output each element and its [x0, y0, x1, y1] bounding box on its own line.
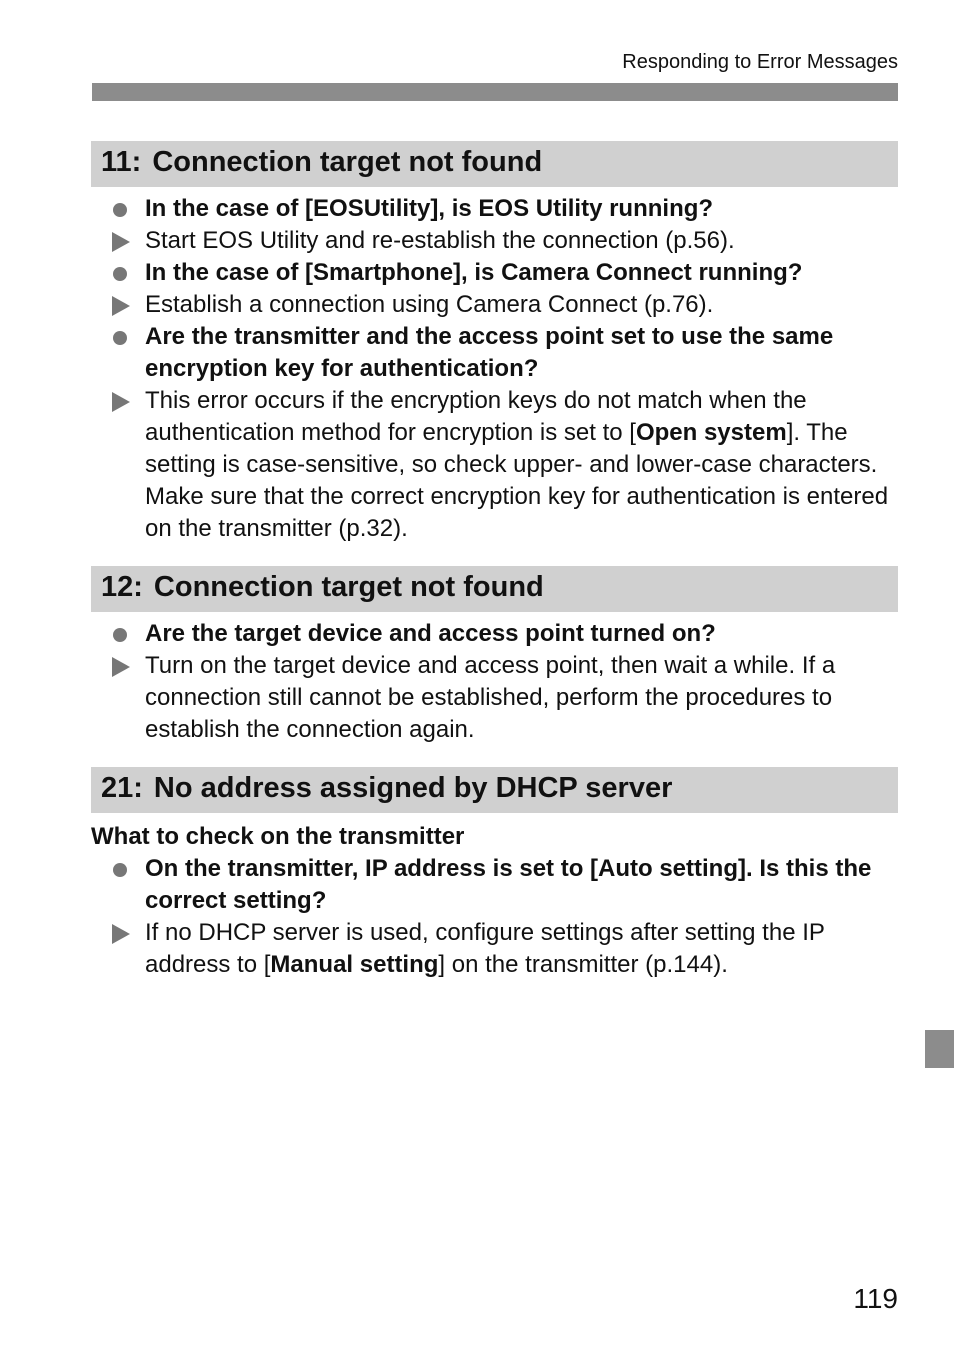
check-answer — [91, 385, 898, 545]
section-error-12 — [91, 566, 898, 746]
running-head: Responding to Error Messages — [622, 51, 898, 73]
answer-text-end: ] on the transmitter (p.144). — [438, 951, 728, 978]
bullet-dot-icon — [110, 321, 132, 353]
error-title: Connection target not found — [152, 146, 543, 178]
section-heading — [91, 141, 898, 187]
answer-text-start: If no DHCP server is used, configure settings after setting the IP address to [ — [145, 919, 825, 978]
section-error-11 — [91, 141, 898, 545]
header-rule — [92, 83, 898, 101]
question-text: In the case of [EOSUtility], is EOS Utility running? — [145, 195, 714, 222]
answer-text: Start EOS Utility and re-establish the connection (p.56). — [145, 227, 735, 254]
check-answer — [91, 917, 898, 981]
check-answer — [91, 225, 898, 257]
section-heading — [91, 566, 898, 612]
question-text: Are the transmitter and the access point set to use the same encryption key for authentication? — [145, 323, 834, 382]
question-text: On the transmitter, IP address is set to [Auto setting]. Is this the correct setting? — [145, 855, 872, 914]
check-question — [91, 853, 898, 917]
setting-name-manual-setting: Manual setting — [270, 951, 439, 978]
answer-text-end: ]. The setting is case-sensitive, so check upper- and lower-case characters. Make sure that the correct encryption key for authentication is entered on the transmitter (p.32). — [145, 419, 889, 542]
check-list — [91, 612, 898, 746]
error-code: 11: — [101, 146, 142, 178]
page-number: 119 — [853, 1283, 898, 1314]
bullet-dot-icon — [110, 618, 132, 650]
subheading: What to check on the transmitter — [91, 823, 465, 850]
setting-name-open-system: Open system — [635, 419, 787, 446]
check-answer — [91, 289, 898, 321]
bullet-dot-icon — [110, 193, 132, 225]
answer-text: Turn on the target device and access point, then wait a while. If a connection still cannot be established, perform the procedures to establish the connection again. — [145, 652, 836, 743]
check-answer — [91, 650, 898, 746]
bullet-dot-icon — [110, 257, 132, 289]
error-code: 21: — [101, 772, 143, 804]
arrow-right-icon — [110, 225, 132, 257]
check-list — [91, 813, 898, 981]
answer-text-start: This error occurs if the encryption keys do not match when the authentication method for encryption is set to [ — [145, 387, 807, 446]
check-list — [91, 187, 898, 545]
answer-text: Establish a connection using Camera Connect (p.76). — [145, 291, 714, 318]
arrow-right-icon — [110, 385, 132, 417]
question-text: In the case of [Smartphone], is Camera Connect running? — [145, 259, 803, 286]
check-question — [91, 321, 898, 385]
question-text: Are the target device and access point turned on? — [145, 620, 716, 647]
arrow-right-icon — [110, 650, 132, 682]
error-code: 12: — [101, 571, 143, 603]
section-heading — [91, 767, 898, 813]
arrow-right-icon — [110, 917, 132, 949]
error-title: No address assigned by DHCP server — [153, 772, 673, 804]
chapter-thumb-tab — [925, 1030, 954, 1068]
check-question — [91, 257, 898, 289]
page-content — [91, 141, 898, 1002]
check-question — [91, 193, 898, 225]
check-question — [91, 618, 898, 650]
section-error-21 — [91, 767, 898, 981]
bullet-dot-icon — [110, 853, 132, 885]
error-title: Connection target not found — [153, 571, 544, 603]
arrow-right-icon — [110, 289, 132, 321]
